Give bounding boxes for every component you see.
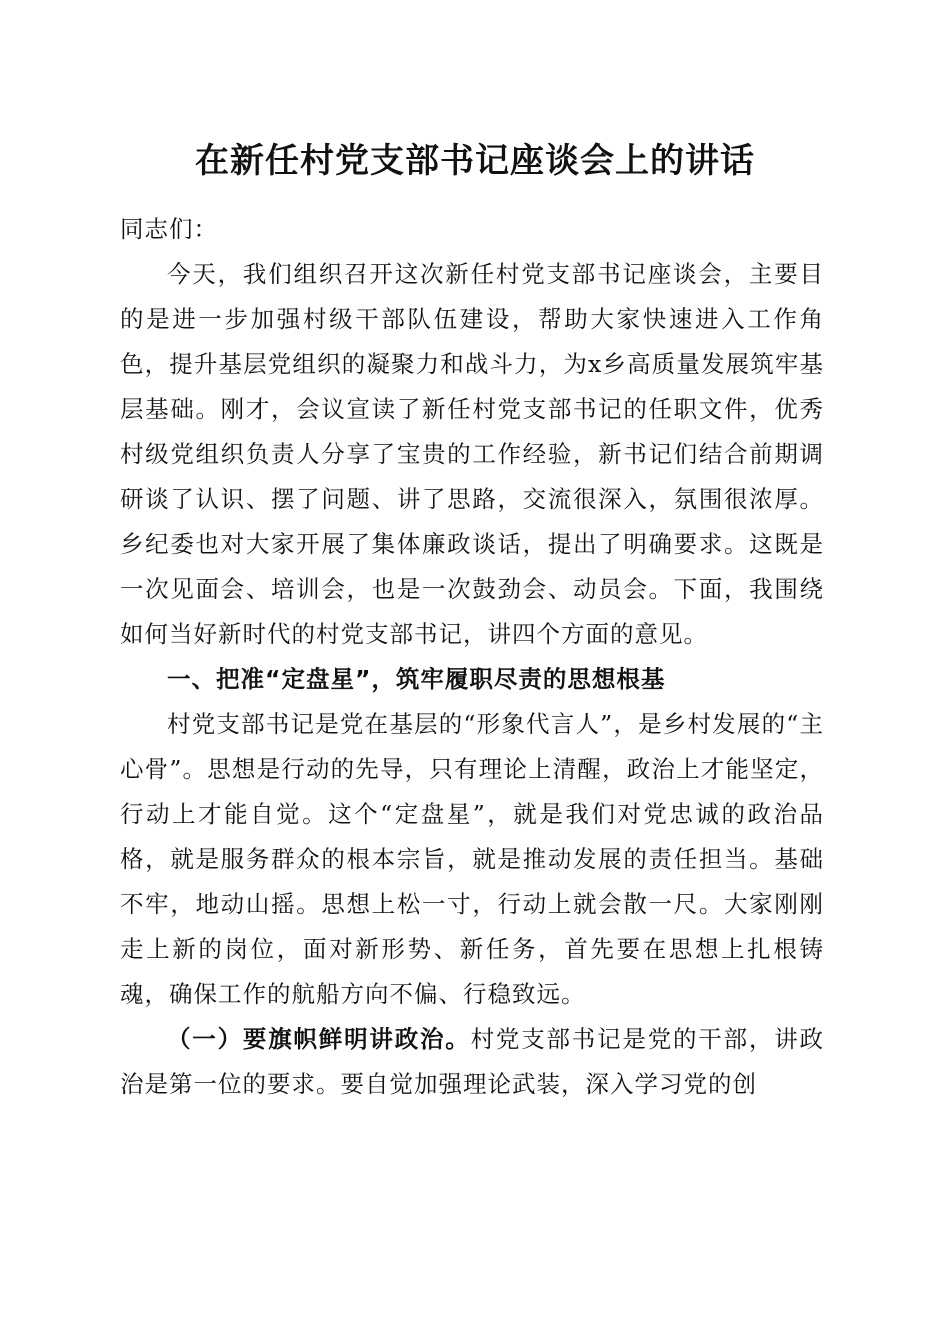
subsection-1-lead: （一）要旗帜鲜明讲政治。 [167,1025,471,1053]
document-body [120,207,824,1107]
subsection-1-text: 村党支部书记是党的干部，讲政治是第一位的要求。要自觉加强理论武装，深入学习党的创 [120,1025,825,1098]
section-1-paragraph: 村党支部书记是党在基层的“形象代言人”，是乡村发展的“主心骨”。思想是行动的先导，只有理论上清醒，政治上才能坚定，行动上才能自觉。这个“定盘星”，就是我们对党忠诚的政治品格，就是服务群众的根本宗旨，就是推动发展的责任担当。基础不牢，地动山摇。思想上松一寸，行动上就会散一尺。大家刚刚走上新的岗位，面对新形势、新任务，首先要在思想上扎根铸魂，确保工作的航船方向不偏、行稳致远。 [120,710,824,1008]
greeting: 同志们： [120,215,218,243]
document-title: 在新任村党支部书记座谈会上的讲话 [195,141,755,181]
subsection-1-paragraph [120,1017,824,1107]
intro-paragraph: 今天，我们组织召开这次新任村党支部书记座谈会，主要目的是进一步加强村级干部队伍建设，帮助大家快速进入工作角色，提升基层党组织的凝聚力和战斗力，为x乡高质量发展筑牢基层基础。刚才，会议宣读了新任村党支部书记的任职文件，优秀村级党组织负责人分享了宝贵的工作经验，新书记们结合前期调研谈了认识、摆了问题、讲了思路，交流很深入，氛围很浓厚。乡纪委也对大家开展了集体廉政谈话，提出了明确要求。这既是一次见面会、培训会，也是一次鼓劲会、动员会。下面，我围绕如何当好新时代的村党支部书记，讲四个方面的意见。 [120,260,824,648]
section-heading-1: 一、把准“定盘星”，筑牢履职尽责的思想根基 [167,665,666,693]
